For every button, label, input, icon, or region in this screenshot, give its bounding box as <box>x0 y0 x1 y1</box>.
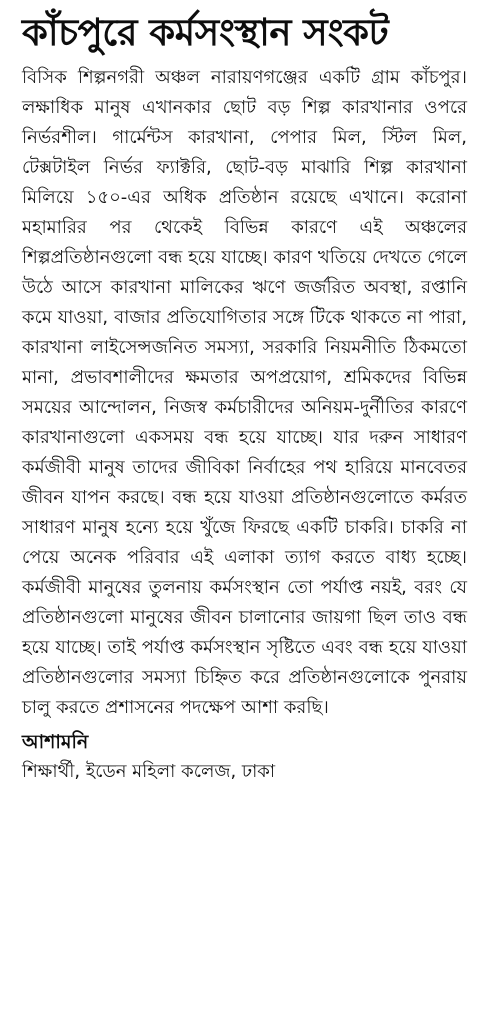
article-body: বিসিক শিল্পনগরী অঞ্চল নারায়ণগঞ্জের একটি গ্রাম কাঁচপুর। লক্ষাধিক মানুষ এখানকার ছোট বড় শিল্প কারখানার ওপরে নির্ভরশীল। গার্মেন্টস কারখানা, পেপার মিল, স্টিল মিল, টেক্সটাইল নির্ভর ফ্যাক্টরি, ছোট-বড় মাঝারি শিল্প কারখানা মিলিয়ে ১৫০-এর অধিক প্রতিষ্ঠান রয়েছে এখানে। করোনা মহামারির পর থেকেই বিভিন্ন কারণে এই অঞ্চলের শিল্পপ্রতিষ্ঠানগুলো বন্ধ হয়ে যাচ্ছে। কারণ খতিয়ে দেখতে গেলে উঠে আসে কারখানা মালিকের ঋণে জর্জরিত অবস্থা, রপ্তানি কমে যাওয়া, বাজার প্রতিযোগিতার সঙ্গে টিকে থাকতে না পারা, কারখানা লাইসেন্সজনিত সমস্যা, সরকারি নিয়মনীতি ঠিকমতো মানা, প্রভাবশালীদের ক্ষমতার অপপ্রয়োগ, শ্রমিকদের বিভিন্ন সময়ের আন্দোলন, নিজস্ব কর্মচারীদের অনিয়ম-দুর্নীতির কারণে কারখানাগুলো একসময় বন্ধ হয়ে যাচ্ছে। যার দরুন সাধারণ কর্মজীবী মানুষ তাদের জীবিকা নির্বাহের পথ হারিয়ে মানবেতর জীবন যাপন করছে। বন্ধ হয়ে যাওয়া প্রতিষ্ঠানগুলোতে কর্মরত সাধারণ মানুষ হন্যে হয়ে খুঁজে ফিরছে একটি চাকরি। চাকরি না পেয়ে অনেক পরিবার এই এলাকা ত্যাগ করতে বাধ্য হচ্ছে। কর্মজীবী মানুষের তুলনায় কর্মসংস্থান তো পর্যাপ্ত নয়ই, বরং যে প্রতিষ্ঠানগুলো মানুষের জীবন চালানোর জায়গা ছিল তাও বন্ধ হয়ে যাচ্ছে। তাই পর্যাপ্ত কর্মসংস্থান সৃষ্টিতে এবং বন্ধ হয়ে যাওয়া প্রতিষ্ঠানগুলোর সমস্যা চিহ্নিত করে প্রতিষ্ঠানগুলোকে পুনরায় চালু করতে প্রশাসনের পদক্ষেপ আশা করছি। <box>22 67 467 718</box>
author-affiliation: শিক্ষার্থী, ইডেন মহিলা কলেজ, ঢাকা <box>22 761 276 782</box>
article-headline: কাঁচপুরে কর্মসংস্থান সংকট <box>22 11 389 54</box>
author-name: আশামনি <box>22 731 89 753</box>
byline <box>22 727 467 787</box>
newspaper-letter <box>22 6 467 787</box>
